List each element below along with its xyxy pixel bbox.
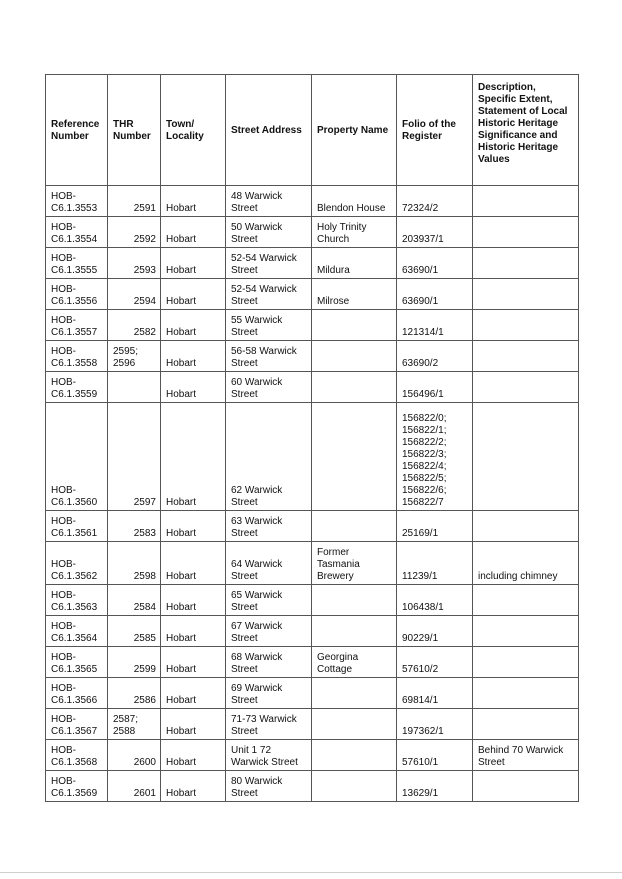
cell-description: [473, 647, 579, 678]
cell-town-locality: Hobart: [161, 771, 226, 802]
cell-property-name: [312, 771, 397, 802]
cell-street-address: 52-54 Warwick Street: [226, 248, 312, 279]
cell-street-address: 80 Warwick Street: [226, 771, 312, 802]
cell-town-locality: Hobart: [161, 542, 226, 585]
cell-thr-number: 2597: [108, 403, 161, 511]
cell-street-address: 56-58 Warwick Street: [226, 341, 312, 372]
cell-town-locality: Hobart: [161, 341, 226, 372]
table-row: [46, 403, 579, 511]
header-property-name: Property Name: [312, 75, 397, 186]
cell-street-address: 62 Warwick Street: [226, 403, 312, 511]
cell-street-address: 69 Warwick Street: [226, 678, 312, 709]
table-row: [46, 678, 579, 709]
cell-thr-number: 2595; 2596: [108, 341, 161, 372]
cell-folio: 90229/1: [397, 616, 473, 647]
cell-town-locality: Hobart: [161, 310, 226, 341]
cell-property-name: Georgina Cottage: [312, 647, 397, 678]
cell-folio: 197362/1: [397, 709, 473, 740]
cell-description: [473, 217, 579, 248]
cell-description: [473, 310, 579, 341]
cell-folio: 203937/1: [397, 217, 473, 248]
header-thr-number: THR Number: [108, 75, 161, 186]
cell-reference-number: HOB-C6.1.3560: [46, 403, 108, 511]
cell-street-address: 55 Warwick Street: [226, 310, 312, 341]
cell-street-address: 60 Warwick Street: [226, 372, 312, 403]
cell-reference-number: HOB-C6.1.3568: [46, 740, 108, 771]
cell-description: [473, 709, 579, 740]
cell-thr-number: 2600: [108, 740, 161, 771]
table-row: [46, 279, 579, 310]
cell-property-name: Mildura: [312, 248, 397, 279]
cell-description: Behind 70 Warwick Street: [473, 740, 579, 771]
cell-folio: 121314/1: [397, 310, 473, 341]
cell-reference-number: HOB-C6.1.3555: [46, 248, 108, 279]
header-town-locality: Town/ Locality: [161, 75, 226, 186]
cell-reference-number: HOB-C6.1.3567: [46, 709, 108, 740]
cell-street-address: 67 Warwick Street: [226, 616, 312, 647]
cell-street-address: 71-73 Warwick Street: [226, 709, 312, 740]
cell-property-name: Former Tasmania Brewery: [312, 542, 397, 585]
heritage-register-table: [45, 74, 579, 802]
cell-description: including chimney: [473, 542, 579, 585]
table-header-row: [46, 75, 579, 186]
table-row: [46, 709, 579, 740]
cell-property-name: [312, 341, 397, 372]
cell-thr-number: 2585: [108, 616, 161, 647]
cell-property-name: [312, 310, 397, 341]
cell-folio: 63690/1: [397, 279, 473, 310]
table-row: [46, 542, 579, 585]
header-description: Description, Specific Extent, Statement of Local Historic Heritage Significance and Historic Heritage Values: [473, 75, 579, 186]
cell-property-name: [312, 616, 397, 647]
cell-thr-number: 2586: [108, 678, 161, 709]
cell-thr-number: 2591: [108, 186, 161, 217]
cell-description: [473, 511, 579, 542]
cell-thr-number: 2598: [108, 542, 161, 585]
cell-folio: 63690/1: [397, 248, 473, 279]
table-row: [46, 248, 579, 279]
table-row: [46, 310, 579, 341]
cell-town-locality: Hobart: [161, 279, 226, 310]
table-row: [46, 647, 579, 678]
cell-street-address: 64 Warwick Street: [226, 542, 312, 585]
table-row: [46, 771, 579, 802]
cell-folio: 69814/1: [397, 678, 473, 709]
cell-reference-number: HOB-C6.1.3559: [46, 372, 108, 403]
cell-property-name: [312, 372, 397, 403]
header-folio: Folio of the Register: [397, 75, 473, 186]
page-bottom-rule: [0, 872, 622, 873]
cell-reference-number: HOB-C6.1.3564: [46, 616, 108, 647]
cell-thr-number: 2599: [108, 647, 161, 678]
cell-reference-number: HOB-C6.1.3557: [46, 310, 108, 341]
table-row: [46, 740, 579, 771]
cell-description: [473, 248, 579, 279]
cell-town-locality: Hobart: [161, 585, 226, 616]
cell-town-locality: Hobart: [161, 186, 226, 217]
cell-thr-number: 2584: [108, 585, 161, 616]
cell-description: [473, 678, 579, 709]
cell-reference-number: HOB-C6.1.3558: [46, 341, 108, 372]
cell-town-locality: Hobart: [161, 217, 226, 248]
header-street-address: Street Address: [226, 75, 312, 186]
cell-thr-number: [108, 372, 161, 403]
cell-thr-number: 2592: [108, 217, 161, 248]
cell-folio: 106438/1: [397, 585, 473, 616]
cell-reference-number: HOB-C6.1.3565: [46, 647, 108, 678]
cell-thr-number: 2587; 2588: [108, 709, 161, 740]
cell-property-name: [312, 740, 397, 771]
cell-property-name: [312, 585, 397, 616]
table-row: [46, 372, 579, 403]
cell-town-locality: Hobart: [161, 511, 226, 542]
cell-street-address: 65 Warwick Street: [226, 585, 312, 616]
cell-property-name: [312, 709, 397, 740]
cell-town-locality: Hobart: [161, 248, 226, 279]
table-row: [46, 217, 579, 248]
cell-property-name: Milrose: [312, 279, 397, 310]
cell-folio: 156822/0; 156822/1; 156822/2; 156822/3; 156822/4; 156822/5; 156822/6; 156822/7: [397, 403, 473, 511]
cell-thr-number: 2582: [108, 310, 161, 341]
cell-folio: 72324/2: [397, 186, 473, 217]
table-row: [46, 341, 579, 372]
cell-folio: 11239/1: [397, 542, 473, 585]
cell-reference-number: HOB-C6.1.3566: [46, 678, 108, 709]
cell-reference-number: HOB-C6.1.3556: [46, 279, 108, 310]
cell-description: [473, 279, 579, 310]
cell-town-locality: Hobart: [161, 647, 226, 678]
cell-reference-number: HOB-C6.1.3569: [46, 771, 108, 802]
cell-property-name: Holy Trinity Church: [312, 217, 397, 248]
cell-street-address: 50 Warwick Street: [226, 217, 312, 248]
cell-street-address: 52-54 Warwick Street: [226, 279, 312, 310]
cell-town-locality: Hobart: [161, 709, 226, 740]
cell-thr-number: 2583: [108, 511, 161, 542]
cell-street-address: Unit 1 72 Warwick Street: [226, 740, 312, 771]
cell-folio: 63690/2: [397, 341, 473, 372]
cell-street-address: 63 Warwick Street: [226, 511, 312, 542]
cell-reference-number: HOB-C6.1.3561: [46, 511, 108, 542]
cell-town-locality: Hobart: [161, 678, 226, 709]
cell-reference-number: HOB-C6.1.3562: [46, 542, 108, 585]
cell-property-name: [312, 678, 397, 709]
cell-description: [473, 771, 579, 802]
cell-town-locality: Hobart: [161, 372, 226, 403]
cell-folio: 25169/1: [397, 511, 473, 542]
cell-town-locality: Hobart: [161, 616, 226, 647]
cell-description: [473, 585, 579, 616]
cell-property-name: [312, 511, 397, 542]
cell-thr-number: 2593: [108, 248, 161, 279]
cell-folio: 57610/2: [397, 647, 473, 678]
cell-thr-number: 2601: [108, 771, 161, 802]
cell-street-address: 48 Warwick Street: [226, 186, 312, 217]
cell-description: [473, 341, 579, 372]
cell-reference-number: HOB-C6.1.3553: [46, 186, 108, 217]
cell-description: [473, 616, 579, 647]
cell-property-name: Blendon House: [312, 186, 397, 217]
cell-reference-number: HOB-C6.1.3554: [46, 217, 108, 248]
cell-description: [473, 372, 579, 403]
table-row: [46, 511, 579, 542]
cell-thr-number: 2594: [108, 279, 161, 310]
cell-town-locality: Hobart: [161, 403, 226, 511]
cell-folio: 13629/1: [397, 771, 473, 802]
cell-property-name: [312, 403, 397, 511]
header-reference-number: Reference Number: [46, 75, 108, 186]
cell-folio: 57610/1: [397, 740, 473, 771]
cell-folio: 156496/1: [397, 372, 473, 403]
cell-description: [473, 186, 579, 217]
cell-reference-number: HOB-C6.1.3563: [46, 585, 108, 616]
cell-street-address: 68 Warwick Street: [226, 647, 312, 678]
cell-town-locality: Hobart: [161, 740, 226, 771]
table-row: [46, 585, 579, 616]
table-row: [46, 616, 579, 647]
cell-description: [473, 403, 579, 511]
table-row: [46, 186, 579, 217]
